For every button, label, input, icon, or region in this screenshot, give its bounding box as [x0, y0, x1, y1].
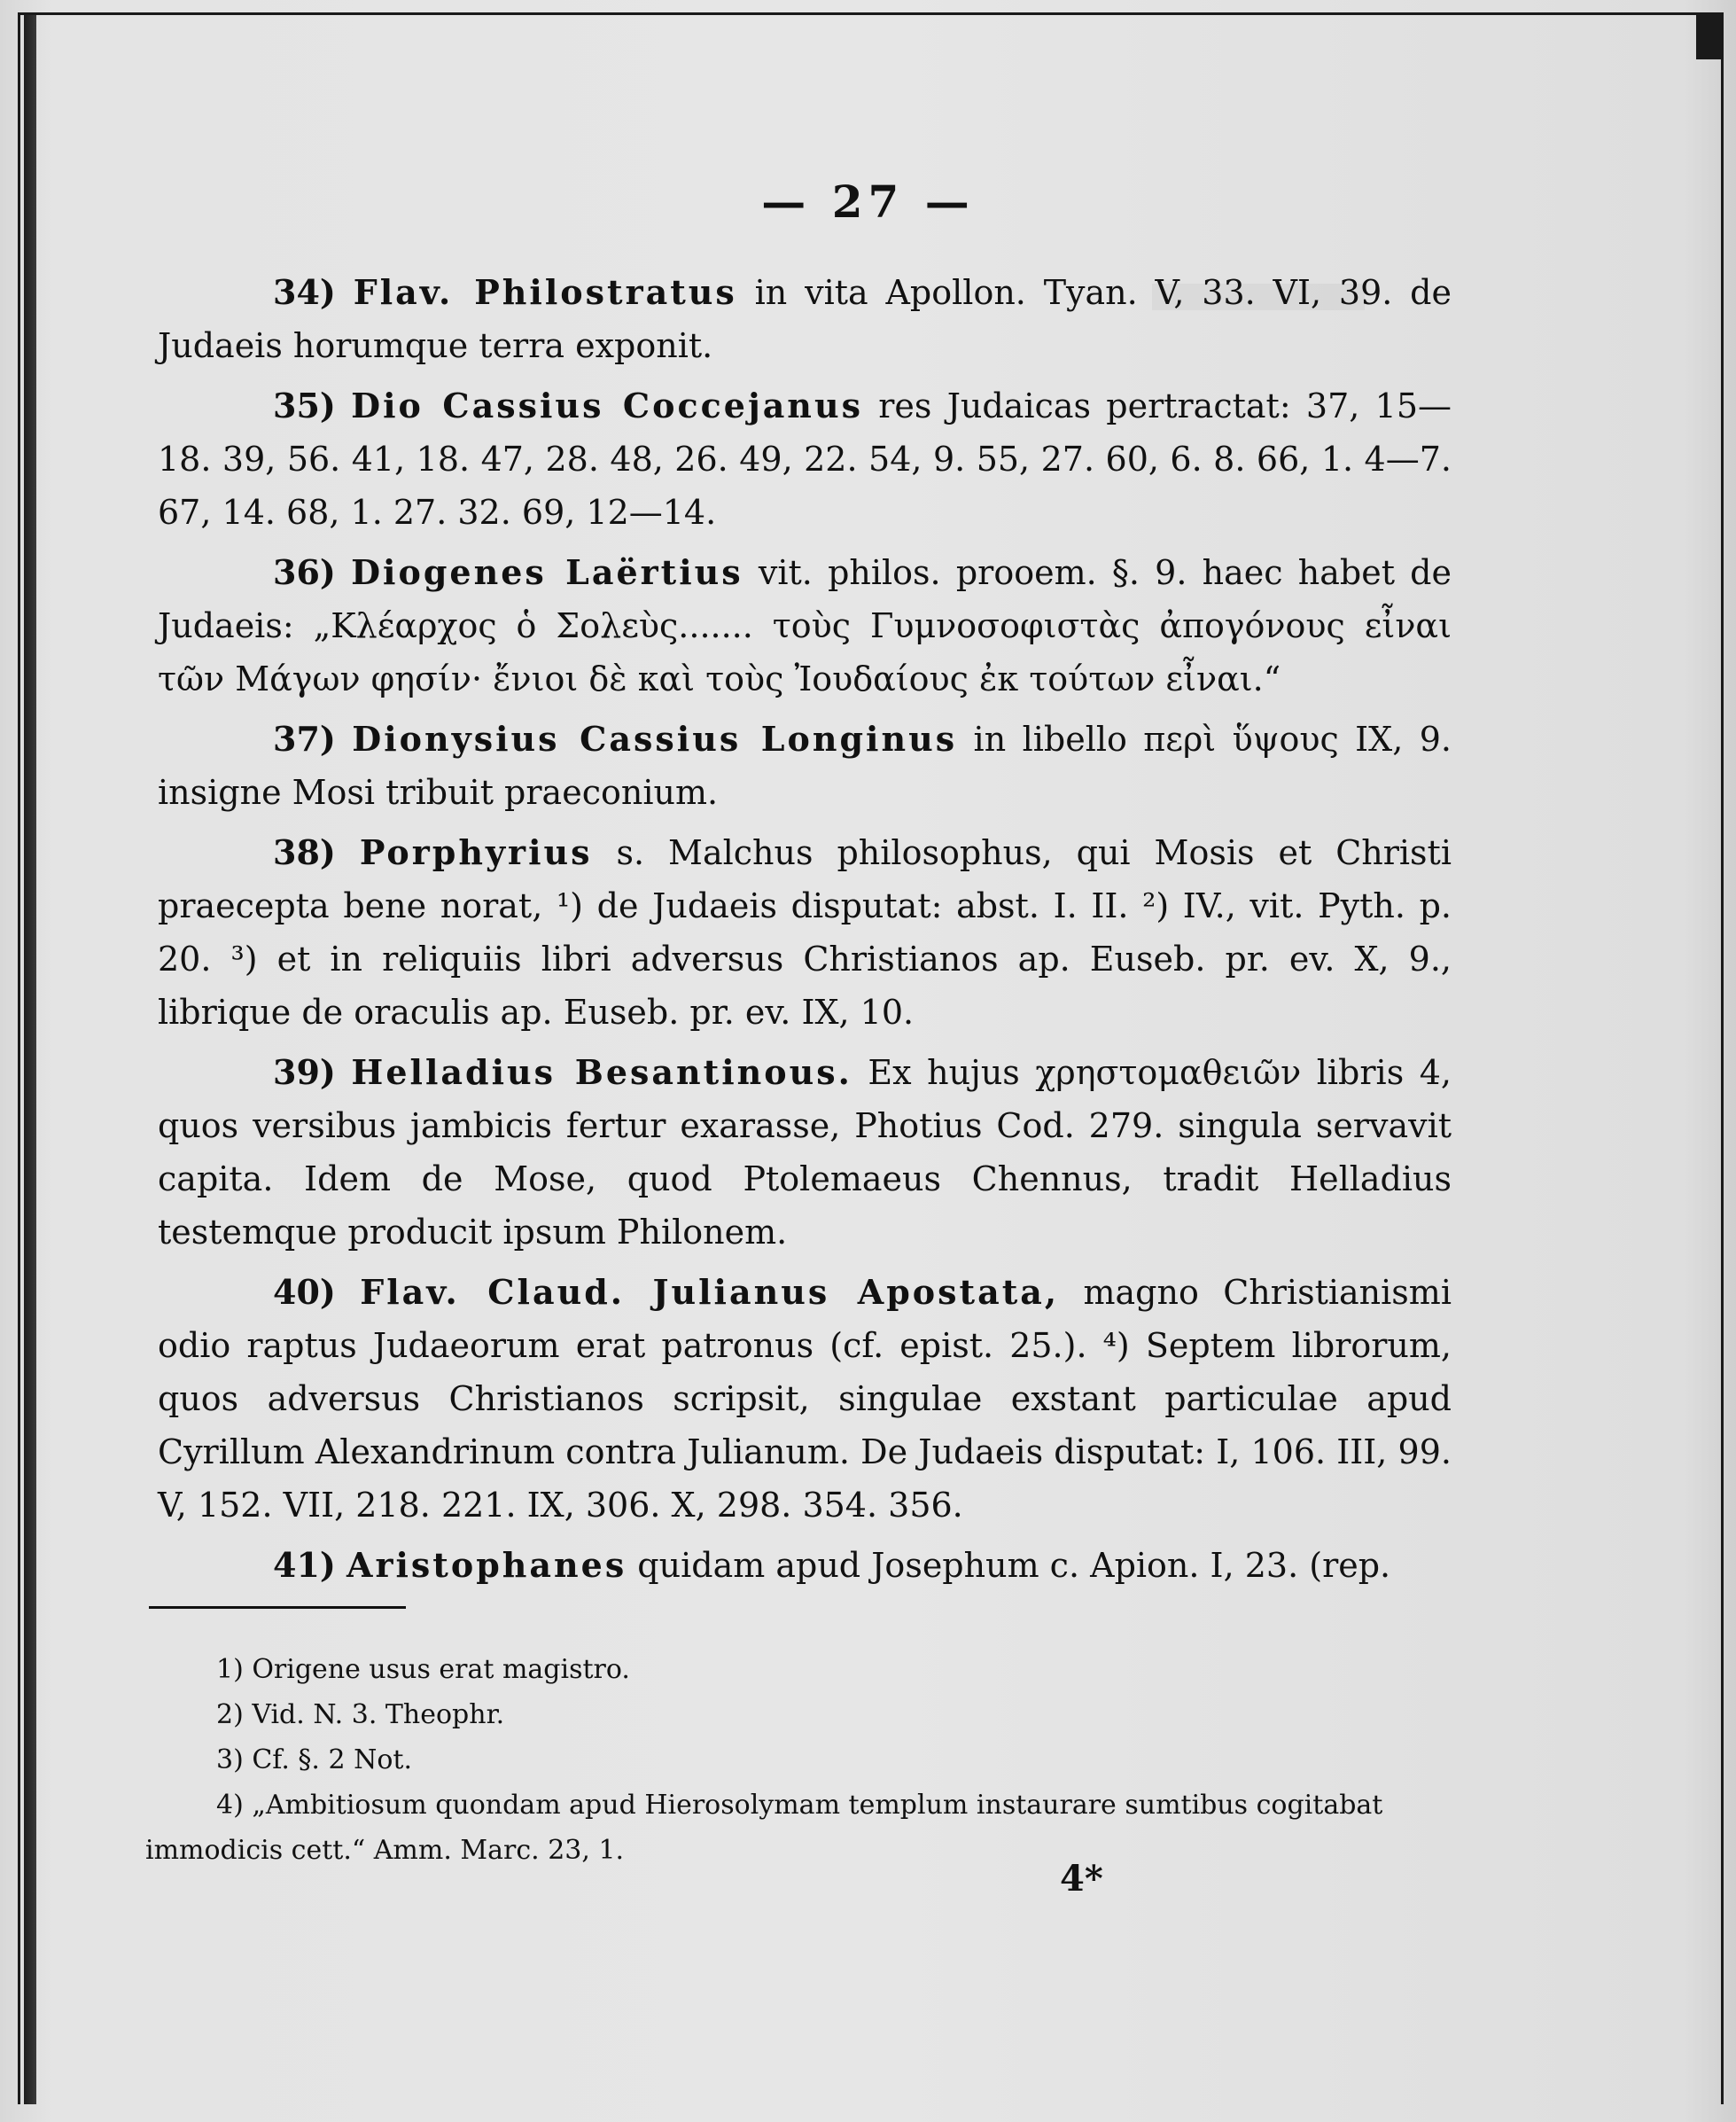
author-name: Flav. Philostratus — [353, 272, 737, 312]
author-name: Porphyrius — [359, 832, 593, 872]
author-name: Aristophanes — [346, 1545, 627, 1585]
footnotes — [145, 1647, 1457, 1873]
entry-35 — [158, 379, 1452, 539]
main-text — [158, 266, 1452, 1599]
entry-38 — [158, 826, 1452, 1039]
entry-number: 37) — [273, 719, 336, 759]
entry-34 — [158, 266, 1452, 372]
author-name: Flav. Claud. Julianus Apostata, — [360, 1272, 1060, 1312]
entry-number: 40) — [273, 1272, 336, 1312]
author-name: Dio Cassius Coccejanus — [351, 386, 863, 425]
entry-36 — [158, 546, 1452, 706]
entry-number: 39) — [273, 1052, 336, 1092]
entry-text: Ex hujus χρηστομαθειῶν libris 4, quos versibus jambicis fertur exarasse, Photius Cod. 279. singula servavit capita. Idem de Mose, quod Ptolemaeus Chennus, tradit Helladius testemque producit ipsum Philonem. — [158, 1053, 1452, 1252]
entry-text: magno Christianismi odio raptus Judaeorum erat patronus (cf. epist. 25.). ⁴) Septem librorum, quos adversus Christianos scripsit, singulae exstant particulae apud Cyrillum Alexandrinum contra Julianum. De Judaeis disputat: I, 106. III, 99. V, 152. VII, 218. 221. IX, 306. X, 298. 354. 356. — [158, 1273, 1452, 1525]
entry-text: in libello περὶ ὕψους IX, 9. insigne Mosi tribuit praeconium. — [158, 720, 1452, 812]
entry-number: 34) — [273, 272, 336, 312]
author-name: Diogenes Laërtius — [351, 552, 743, 592]
entry-37 — [158, 713, 1452, 819]
footnote-rule — [149, 1606, 406, 1609]
entry-39 — [158, 1046, 1452, 1259]
footnote-2: 2) Vid. N. 3. Theophr. — [216, 1699, 505, 1730]
footnote-1: 1) Origene usus erat magistro. — [216, 1654, 630, 1685]
entry-text: s. Malchus philosophus, qui Mosis et Christi praecepta bene norat, ¹) de Judaeis disputat: abst. I. II. ²) IV., vit. Pyth. p. 20. ³) et in reliquiis libri adversus Christianos ap. Euseb. pr. ev. X, 9., librique de oraculis ap. Euseb. pr. ev. IX, 10. — [158, 833, 1452, 1032]
page-number: — 27 — — [761, 176, 975, 228]
author-name: Helladius Besantinous. — [351, 1052, 852, 1092]
footnote-4-continuation: immodicis cett.“ Amm. Marc. 23, 1. — [145, 1835, 625, 1866]
entry-text: vit. philos. prooem. §. 9. haec habet de Judaeis: „Κλέαρχος ὁ Σολεὺς....... τοὺς Γυμνοσοφιστὰς ἀπογόνους εἶναι τῶν Μάγων φησίν· ἔνιοι δὲ καὶ τοὺς Ἰουδαίους ἐκ τούτων εἶναι.“ — [158, 553, 1452, 698]
entry-number: 36) — [273, 552, 336, 592]
author-name: Dionysius Cassius Longinus — [352, 719, 958, 759]
entry-text: res Judaicas pertractat: 37, 15—18. 39, 56. 41, 18. 47, 28. 48, 26. 49, 22. 54, 9. 55, 27. 60, 6. 8. 66, 1. 4—7. 67, 14. 68, 1. 27. 32. 69, 12—14. — [158, 386, 1452, 532]
entry-40 — [158, 1266, 1452, 1532]
entry-41 — [158, 1539, 1452, 1592]
footnote-4: 4) „Ambitiosum quondam apud Hierosolymam templum instaurare sumtibus cogitabat — [216, 1790, 1383, 1821]
corner-shadow — [1696, 15, 1721, 59]
signature-mark: 4* — [1060, 1858, 1103, 1900]
footnote-3: 3) Cf. §. 2 Not. — [216, 1744, 412, 1775]
entry-number: 41) — [273, 1545, 336, 1585]
entry-text: in vita Apollon. Tyan. V, 33. VI, 39. de Judaeis horumque terra exponit. — [158, 273, 1452, 365]
binding-edge — [24, 15, 36, 2104]
entry-number: 38) — [273, 832, 336, 872]
entry-text: quidam apud Josephum c. Apion. I, 23. (rep. — [627, 1546, 1391, 1585]
entry-number: 35) — [273, 386, 336, 425]
